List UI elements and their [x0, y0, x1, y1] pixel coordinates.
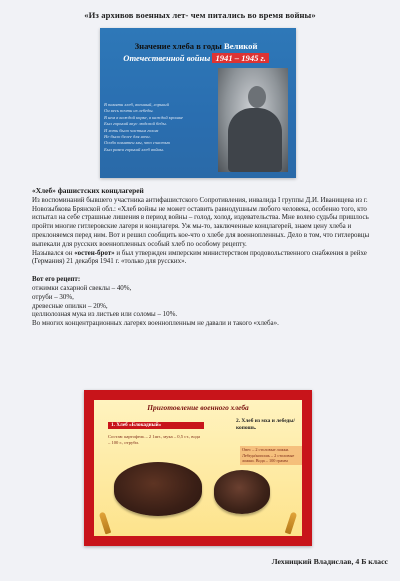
slide1-title-part2: Отечественной войны	[123, 53, 211, 63]
poem-line: И хоть было частым голом	[104, 127, 159, 133]
recipe1-title: 1. Хлеб «Блокадный»	[108, 422, 204, 429]
recipe2-desc: Овес – 2 столовые ложки. Лебеда/копошь – 2 столовые ложки. Вода – 100 грамм	[240, 446, 302, 465]
paragraph2-post: и был утвержден имперским министерством продовольственного снабжения в рейхе (Германия) 21 декабря 1941 г. «только для русских».	[32, 248, 367, 266]
wheat-icon	[99, 512, 112, 535]
slide1-poem	[104, 102, 224, 153]
article-paragraph: Из воспоминаний бывшего участника антифашистского Сопротивления, инвалида I группы Д.И. Иванищева из г. Новозыбкова Брянской обл.: «Хлеб войны не может оставить равнодушным любого человека, особенно того, кто испытал на себе страшные лишения в период войны – голод, холод, издевательства. Мне волею судьбы пришлось пройти многие гитлеровские лагеря и концлагеря. Уж мы-то, заключенные концлагерей, знаем цену хлеба и преклоняемся перед ним. Вот и решил сообщить кое-что о хлебе для военнопленных. Дело в том, что гитлеровцы выпекали для русских военнопленных особый хлеб по особому рецепту.	[32, 195, 370, 248]
recipe-item: целлюлозная мука из листьев или соломы – 10%.	[32, 310, 178, 319]
slide1-title	[116, 40, 276, 64]
soldier-head	[248, 86, 266, 108]
bread-round-image	[214, 470, 270, 514]
slide-bread-meaning	[100, 28, 296, 178]
poem-line: Он весь почти из лебеды.	[104, 108, 154, 114]
author-signature: Лехницкий Владислав, 4 Б класс	[271, 557, 388, 566]
slide2-inner	[94, 400, 302, 536]
poem-line: Был горький вкус людской беды.	[104, 121, 167, 127]
poem-line: В памяти хлеб, военный, горький	[104, 102, 169, 107]
recipe-item: отруби – 30%,	[32, 292, 74, 301]
soldier-body	[228, 108, 282, 172]
poem-line: Особо памятен мы, что счастью	[104, 140, 171, 146]
page-title: «Из архивов военных лет- чем питались во время войны»	[84, 10, 316, 20]
soldier-photo	[218, 68, 288, 172]
recipe-item: древесные опилки – 20%,	[32, 301, 108, 310]
slide1-title-highlight: Великой	[223, 41, 258, 51]
bread-loaf-image	[114, 462, 202, 516]
recipe1-desc: Состав: картофель – 2 1шт., мука – 0,5 ст., вода – 100 г., отруби.	[108, 434, 200, 445]
poem-line: В нем в каждой корке, в каждой крошке	[104, 114, 184, 120]
poem-line: Не было белее для ночи.	[104, 134, 151, 140]
wheat-icon	[285, 512, 298, 535]
article-paragraph-2	[32, 249, 388, 267]
recipe-item: отжимки сахарной свеклы – 40%,	[32, 283, 132, 292]
slide-war-bread-recipes	[84, 390, 312, 546]
poem-line: Был равен горький хлеб войны.	[104, 146, 165, 152]
recipe2-title: 2. Хлеб из мха и лебеды/копошь.	[236, 418, 295, 431]
recipe-title: Вот его рецепт:	[32, 275, 81, 284]
article-closing: Во многих концентрационных лагерях военнопленным не давали и такого «хлеба».	[32, 319, 279, 328]
paragraph2-pre: Назывался он	[32, 248, 75, 257]
slide1-title-part: Значение хлеба в годы	[134, 41, 222, 51]
slide1-years-badge: 1941 – 1945 г.	[212, 53, 268, 63]
osten-brot: «остен-брот»	[74, 248, 115, 257]
slide2-title: Приготовление военного хлеба	[147, 403, 249, 412]
article	[32, 187, 388, 328]
article-heading: «Хлеб» фашистских концлагерей	[32, 186, 144, 195]
